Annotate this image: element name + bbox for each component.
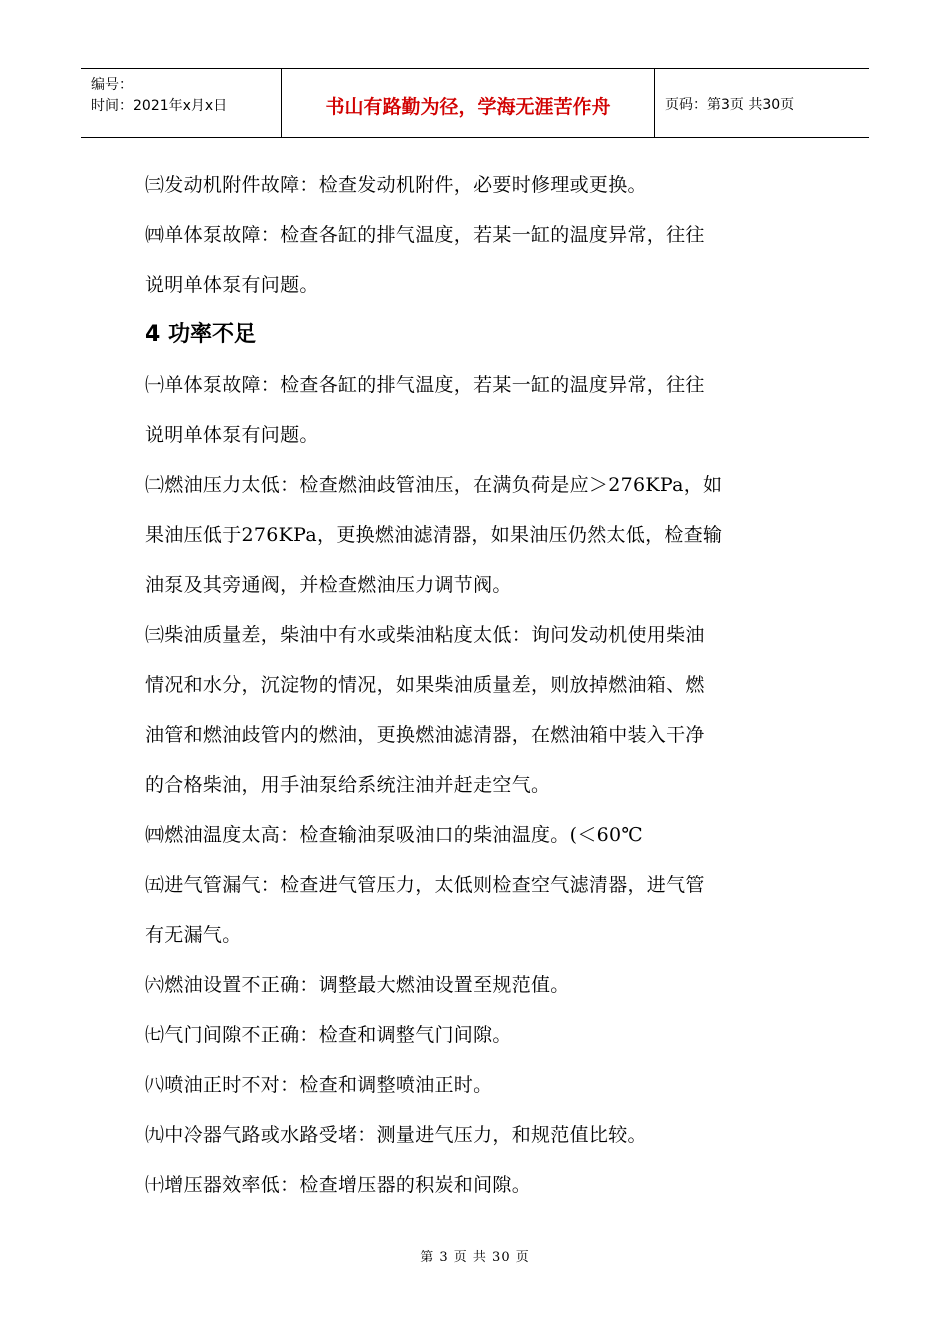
- paragraph-line: ㈡燃油压力太低：检查燃油歧管油压，在满负荷是应＞276KPa，如: [145, 474, 723, 496]
- paragraph-line: ㈤进气管漏气：检查进气管压力，太低则检查空气滤清器，进气管: [145, 874, 705, 896]
- header-page-info: 页码：第3页 共30页: [665, 97, 795, 113]
- paragraph-line: ㈢发动机附件故障：检查发动机附件，必要时修理或更换。: [145, 174, 647, 196]
- page-header: [81, 68, 869, 138]
- page-footer: 第 3 页 共 30 页: [420, 1250, 530, 1265]
- paragraph-line: 的合格柴油，用手油泵给系统注油并赶走空气。: [145, 774, 551, 796]
- section-heading: 4 功率不足: [145, 322, 256, 347]
- paragraph-line: 油泵及其旁通阀，并检查燃油压力调节阀。: [145, 574, 512, 596]
- paragraph-line: 说明单体泵有问题。: [145, 274, 319, 296]
- paragraph-line: ㈢柴油质量差，柴油中有水或柴油粘度太低：询问发动机使用柴油: [145, 624, 705, 646]
- header-motto: 书山有路勤为径，学海无涯苦作舟: [282, 69, 655, 137]
- number-label: 编号：: [91, 77, 133, 93]
- paragraph-line: 果油压低于276KPa，更换燃油滤清器，如果油压仍然太低，检查输: [145, 524, 723, 546]
- date-label: 时间：2021年x月x日: [91, 98, 228, 114]
- paragraph-line: 情况和水分，沉淀物的情况，如果柴油质量差，则放掉燃油箱、燃: [145, 674, 705, 696]
- paragraph-line: ㈨中冷器气路或水路受堵：测量进气压力，和规范值比较。: [145, 1124, 647, 1146]
- document-body: [145, 160, 810, 1210]
- paragraph-line: 有无漏气。: [145, 924, 242, 946]
- paragraph-line: ㈥燃油设置不正确：调整最大燃油设置至规范值。: [145, 974, 570, 996]
- header-meta: [81, 69, 282, 137]
- paragraph-line: ㈣燃油温度太高：检查输油泵吸油口的柴油温度。(＜60℃: [145, 824, 643, 846]
- paragraph-line: ㈠单体泵故障：检查各缸的排气温度，若某一缸的温度异常，往往: [145, 374, 705, 396]
- paragraph-line: 说明单体泵有问题。: [145, 424, 319, 446]
- paragraph-line: ㈧喷油正时不对：检查和调整喷油正时。: [145, 1074, 493, 1096]
- paragraph-line: ㈩增压器效率低：检查增压器的积炭和间隙。: [145, 1174, 532, 1196]
- paragraph-line: ㈦气门间隙不正确：检查和调整气门间隙。: [145, 1024, 512, 1046]
- paragraph-line: 油管和燃油歧管内的燃油，更换燃油滤清器，在燃油箱中装入干净: [145, 724, 705, 746]
- paragraph-line: ㈣单体泵故障：检查各缸的排气温度，若某一缸的温度异常，往往: [145, 224, 705, 246]
